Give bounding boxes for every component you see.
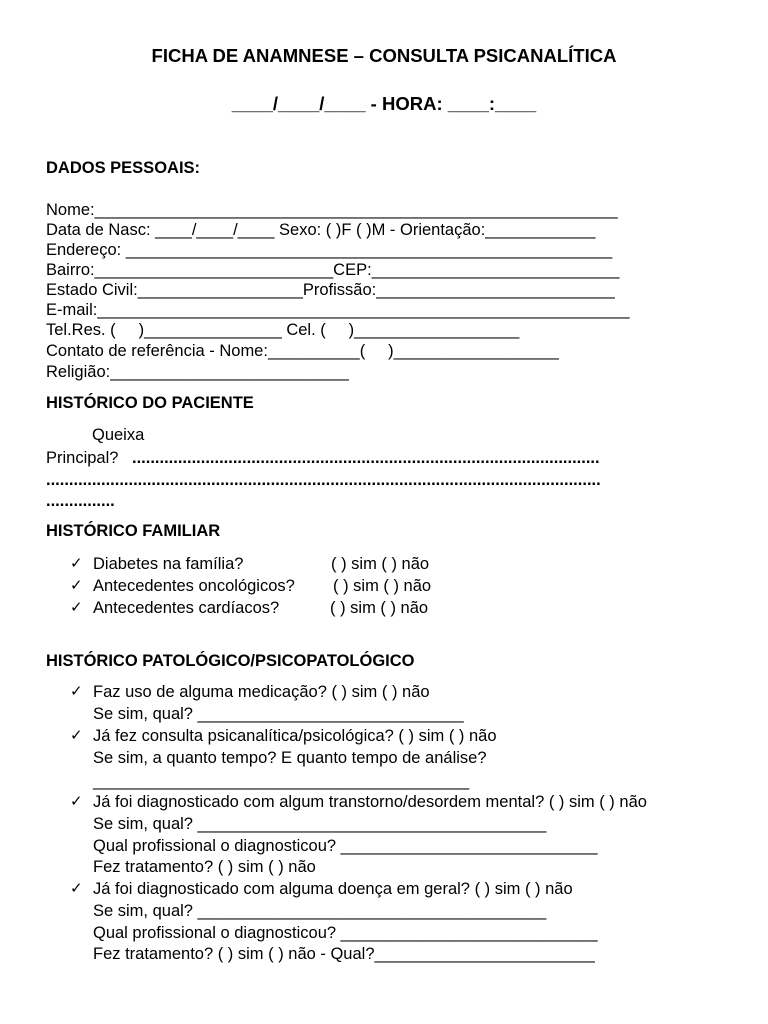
field-bairro-cep[interactable]: Bairro:__________________________CEP:___________________________ <box>46 261 620 279</box>
familiar-options-cardiacos[interactable]: ( ) sim ( ) não <box>330 599 429 617</box>
field-medicacao-qual[interactable]: Se sim, qual? _____________________________ <box>93 705 464 723</box>
form-title: FICHA DE ANAMNESE – CONSULTA PSICANALÍTICA <box>151 45 617 66</box>
checkmark-icon: ✓ <box>70 793 83 810</box>
checkmark-icon: ✓ <box>70 727 83 744</box>
checkmark-icon: ✓ <box>70 577 83 594</box>
checkmark-icon: ✓ <box>70 880 83 897</box>
field-transtorno-qual[interactable]: Se sim, qual? ______________________________________ <box>93 815 547 833</box>
question-tempo-analise: Se sim, a quanto tempo? E quanto tempo de análise? <box>93 749 487 767</box>
checkmark-icon: ✓ <box>70 683 83 700</box>
familiar-options-oncologicos[interactable]: ( ) sim ( ) não <box>333 577 432 595</box>
familiar-question-oncologicos: Antecedentes oncológicos? <box>93 577 295 595</box>
section-heading-dados-pessoais: DADOS PESSOAIS: <box>46 159 201 177</box>
familiar-question-diabetes: Diabetes na família? <box>93 555 244 573</box>
section-heading-historico-paciente: HISTÓRICO DO PACIENTE <box>46 394 254 412</box>
field-nome[interactable]: Nome:_________________________________________________________ <box>46 201 618 219</box>
question-doenca-geral[interactable]: Já foi diagnosticado com alguma doença em geral? ( ) sim ( ) não <box>93 880 573 898</box>
checkmark-icon: ✓ <box>70 555 83 572</box>
queixa-dots-line-2[interactable]: ......................................................................................................................... <box>46 471 601 489</box>
field-doenca-qual[interactable]: Se sim, qual? ______________________________________ <box>93 902 547 920</box>
question-transtorno-mental[interactable]: Já foi diagnosticado com algum transtorno/desordem mental? ( ) sim ( ) não <box>93 793 647 811</box>
queixa-dots-line-1[interactable]: ...................................................................................................... <box>132 449 600 467</box>
question-medicacao[interactable]: Faz uso de alguma medicação? ( ) sim ( ) não <box>93 683 430 701</box>
familiar-options-diabetes[interactable]: ( ) sim ( ) não <box>331 555 430 573</box>
field-telefones[interactable]: Tel.Res. ( )_______________ Cel. ( )__________________ <box>46 321 520 339</box>
familiar-question-cardiacos: Antecedentes cardíacos? <box>93 599 280 617</box>
question-doenca-tratamento[interactable]: Fez tratamento? ( ) sim ( ) não - Qual?________________________ <box>93 945 595 963</box>
date-time-line[interactable]: ____/____/____ - HORA: ____:____ <box>231 93 537 114</box>
question-consulta-psicanalitica[interactable]: Já fez consulta psicanalítica/psicológica? ( ) sim ( ) não <box>93 727 497 745</box>
field-religiao[interactable]: Religião:__________________________ <box>46 363 349 381</box>
field-email[interactable]: E-mail:__________________________________________________________ <box>46 301 630 319</box>
question-transtorno-tratamento[interactable]: Fez tratamento? ( ) sim ( ) não <box>93 858 316 876</box>
field-endereco[interactable]: Endereço: _____________________________________________________ <box>46 241 613 259</box>
queixa-dots-line-3[interactable]: ............... <box>46 492 115 510</box>
field-data-nasc-sexo-orientacao[interactable]: Data de Nasc: ____/____/____ Sexo: ( )F ( )M - Orientação:____________ <box>46 221 596 239</box>
field-transtorno-profissional[interactable]: Qual profissional o diagnosticou? ____________________________ <box>93 837 598 855</box>
field-tempo-analise[interactable]: _________________________________________ <box>93 772 470 790</box>
queixa-label: Queixa <box>92 426 145 444</box>
field-doenca-profissional[interactable]: Qual profissional o diagnosticou? ____________________________ <box>93 924 598 942</box>
checkmark-icon: ✓ <box>70 599 83 616</box>
field-estado-civil-profissao[interactable]: Estado Civil:__________________Profissão:__________________________ <box>46 281 615 299</box>
principal-label: Principal? <box>46 449 119 467</box>
section-heading-historico-familiar: HISTÓRICO FAMILIAR <box>46 522 221 540</box>
field-contato-referencia[interactable]: Contato de referência - Nome:__________( )__________________ <box>46 342 559 360</box>
section-heading-historico-patologico: HISTÓRICO PATOLÓGICO/PSICOPATOLÓGICO <box>46 652 415 670</box>
